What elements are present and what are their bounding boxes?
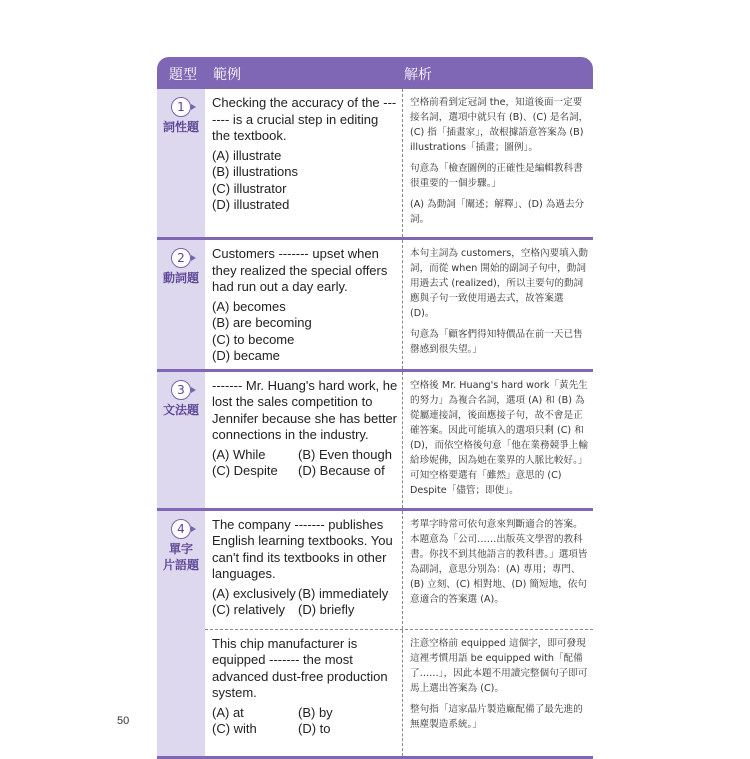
answer-options <box>212 299 398 365</box>
table-row <box>157 237 593 369</box>
analysis-paragraph: 句意為「顧客們得知特價品在前一天已售罄感到很失望。」 <box>410 329 583 355</box>
question-item <box>205 240 593 369</box>
analysis-cell <box>402 630 593 756</box>
answer-options <box>212 705 398 738</box>
analysis-paragraph: 空格前看到定冠詞 the，知道後面一定要接名詞，選項中就只有 (B)、(C) 是名詞，(C) 指「插畫家」，故根據語意答案為 (B) illustrations「插畫；圖例」。 <box>410 97 589 153</box>
analysis-paragraph: 考單字時常可依句意來判斷適合的答案。本題意為「公司……出版英文學習的教科書。你找不到其他語言的教科書。」選項皆為副詞，意思分別為：(A) 專用；專門、(B) 立刻、(C) 相對地、(D) 簡短地，依句意適合的答案選 (A)。 <box>410 518 588 605</box>
analysis-paragraph: 空格後 Mr. Huang's hard work「黃先生的努力」為複合名詞，選項 (A) 和 (B) 為從屬連接詞，後面應接子句，故不會是正確答案。因此可能填入的選項只剩 (C) 和 (D)，而依空格後句意「他在業務競爭上輸給珍妮佛，因為她在業界的人脈比較好。」可知空格要選有「雖然」意思的 (C) Despite「儘管；即使」。 <box>410 379 588 496</box>
answer-option: (D) became <box>212 348 280 363</box>
example-question: Customers ------- upset when they realized the special offers had run out a day early. <box>212 246 388 294</box>
question-type-label: 單字 片語題 <box>162 541 199 572</box>
example-cell <box>205 89 402 237</box>
example-cell <box>205 511 402 629</box>
answer-option: (A) illustrate <box>212 147 282 163</box>
analysis-cell <box>402 89 593 237</box>
header-example: 範例 <box>213 67 241 83</box>
question-item <box>205 89 593 237</box>
answer-option: (D) illustrated <box>212 197 290 212</box>
number-circle-icon: 4 <box>171 519 191 539</box>
number-circle-icon: 3 <box>171 380 191 400</box>
header-analysis: 解析 <box>404 67 432 83</box>
page-number: 50 <box>117 715 130 727</box>
number-circle-icon: 2 <box>171 248 191 268</box>
analysis-cell <box>402 240 593 369</box>
answer-option: (A) at <box>212 704 244 720</box>
analysis-paragraph: 句意為「檢查圖例的正確性是編輯教科書很重要的一個步驟。」 <box>410 163 583 189</box>
question-type-cell <box>157 240 205 369</box>
answer-options <box>212 586 398 619</box>
table-row <box>157 369 593 508</box>
answer-options <box>212 148 398 214</box>
answer-option: (D) briefly <box>298 602 355 617</box>
header-type: 題型 <box>169 67 197 83</box>
answer-option: (D) to <box>298 721 331 736</box>
example-question: The company ------- publishes English learning textbooks. You can't find its textbooks in other languages. <box>212 516 393 581</box>
worksheet-page <box>157 57 593 759</box>
analysis-cell <box>402 372 593 508</box>
analysis-paragraph: 整句指「這家晶片製造廠配備了最先進的無塵製造系統。」 <box>410 703 583 730</box>
answer-option: (C) illustrator <box>212 180 287 196</box>
analysis-cell <box>402 511 593 629</box>
answer-option: (C) with <box>212 721 257 736</box>
question-type-label: 詞性題 <box>162 120 199 134</box>
question-item <box>205 629 593 756</box>
analysis-paragraph: 本句主詞為 customers，空格內要填入動詞，而從 when 開始的副詞子句中，動詞用過去式 (realized)，所以主要句的動詞應與子句一致使用過去式，故答案選 (D)。 <box>410 248 588 319</box>
example-question: ------- Mr. Huang's hard work, he lost the sales competition to Jennifer because she has better connections in the industry. <box>212 377 398 442</box>
analysis-paragraph: (A) 為動詞「闡述；解釋」、(D) 為過去分詞。 <box>410 199 585 225</box>
answer-option: (C) relatively <box>212 602 285 617</box>
answer-option: (C) to become <box>212 331 295 347</box>
answer-option: (B) are becoming <box>212 315 312 330</box>
question-table <box>157 89 593 759</box>
answer-option: (B) illustrations <box>212 164 298 179</box>
analysis-paragraph: 注意空格前 equipped 這個字，即可發現這裡考慣用語 be equipped with「配備了……」，因此本題不用讀完整個句子即可馬上選出答案為 (C)。 <box>410 637 588 694</box>
answer-option: (B) immediately <box>298 585 389 601</box>
answer-option: (A) exclusively <box>212 585 296 601</box>
question-type-cell <box>157 89 205 237</box>
question-type-label: 動詞題 <box>162 271 199 285</box>
table-row <box>157 508 593 756</box>
question-type-cell <box>157 372 205 508</box>
question-type-label: 文法題 <box>162 402 199 417</box>
answer-option: (A) While <box>212 446 266 462</box>
number-circle-icon: 1 <box>171 97 191 117</box>
answer-option: (D) Because of <box>298 463 385 478</box>
table-header <box>157 57 593 89</box>
answer-option: (B) Even though <box>298 446 392 462</box>
answer-options <box>212 447 398 480</box>
table-row <box>157 89 593 237</box>
example-cell <box>205 372 402 508</box>
answer-option: (C) Despite <box>212 463 278 478</box>
question-type-cell <box>157 511 205 756</box>
example-question: This chip manufacturer is equipped ------- the most advanced dust-free production system. <box>212 635 388 700</box>
question-item <box>205 511 593 629</box>
example-question: Checking the accuracy of the ------- is a crucial step in editing the textbook. <box>212 95 397 143</box>
answer-option: (B) by <box>298 704 333 720</box>
example-cell <box>205 630 402 756</box>
example-cell <box>205 240 402 369</box>
question-item <box>205 372 593 508</box>
answer-option: (A) becomes <box>212 298 286 314</box>
